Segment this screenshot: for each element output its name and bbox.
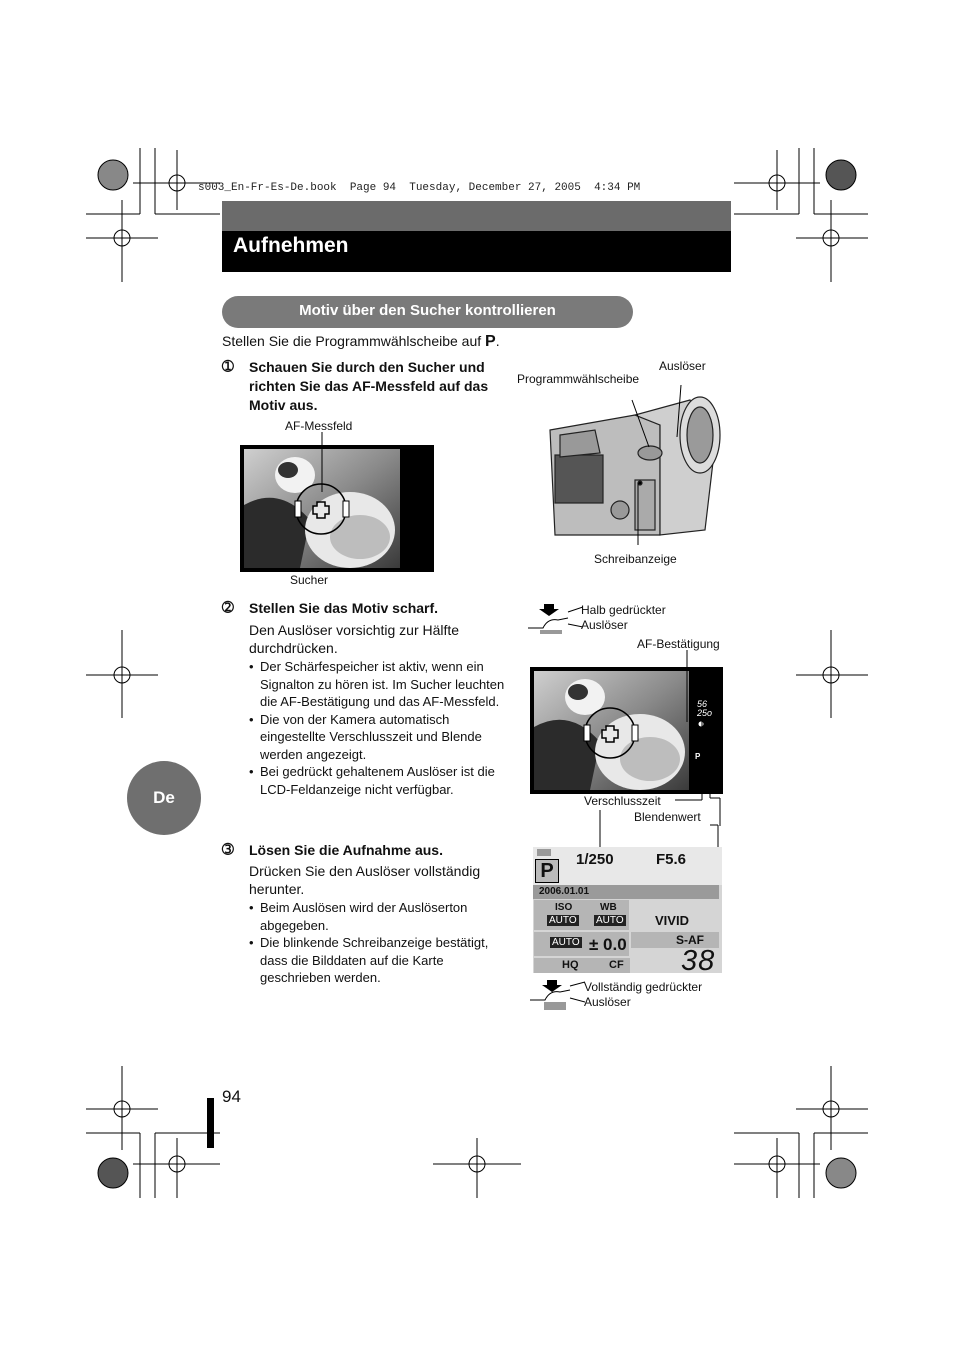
lcd-shutter: 1/250 xyxy=(576,851,614,868)
label-sucher: Sucher xyxy=(290,573,329,587)
step-2-heading: Stellen Sie das Motiv scharf. xyxy=(249,600,439,616)
af-messfeld-leader xyxy=(310,432,330,492)
lcd-aperture: F5.6 xyxy=(656,851,687,868)
step-3-text: Drücken Sie den Auslöser vollständig herunter. xyxy=(249,863,481,897)
list-item: • Die blinkende Schreibanzeige bestätigt, dass die Bilddaten auf die Karte geschrieben werden. xyxy=(249,934,509,987)
label-halb-line2: Auslöser xyxy=(581,618,628,632)
lcd-af-mode: S-AF xyxy=(676,933,704,947)
lcd-exposure-comp: ± 0.0 xyxy=(589,935,627,954)
section-title: Motiv über den Sucher kontrollieren xyxy=(222,296,633,328)
intro-text xyxy=(222,333,500,351)
label-blendenwert: Blendenwert xyxy=(634,810,701,824)
lcd-picture-mode: VIVID xyxy=(655,913,689,928)
step-2-number: ➁ xyxy=(222,599,234,615)
label-programmwaehlscheibe: Programmwählscheibe xyxy=(517,372,640,386)
step-1-heading: Schauen Sie durch den Sucher und richten Sie das AF-Messfeld auf das Motiv aus. xyxy=(249,359,489,413)
lcd-flash: AUTO xyxy=(552,937,580,948)
label-af-bestaetigung: AF-Bestätigung xyxy=(637,637,720,651)
label-halb-gedrueckt xyxy=(581,603,666,633)
page-number-bar xyxy=(207,1098,214,1148)
vf-shutter: 56 xyxy=(697,699,708,709)
page-title: Aufnehmen xyxy=(233,234,349,257)
step-2-bullets xyxy=(249,658,509,798)
book-header: s003_En-Fr-Es-De.book Page 94 Tuesday, December 27, 2005 4:34 PM xyxy=(198,182,641,194)
mode-p: P xyxy=(485,333,496,350)
full-press-icon xyxy=(530,978,585,1012)
lcd-quality: HQ xyxy=(562,959,579,971)
step-2-text: Den Auslöser vorsichtig zur Hälfte durchdrücken. xyxy=(249,622,460,656)
list-item: • Bei gedrückt gehaltenem Auslöser ist die LCD-Feldanzeige nicht verfügbar. xyxy=(249,763,509,798)
lcd-wb-label: WB xyxy=(600,902,617,913)
list-item: • Die von der Kamera automatisch eingestellte Verschlusszeit und Blende werden angezeigt. xyxy=(249,711,509,764)
step-3-bullets xyxy=(249,899,509,987)
lcd-top xyxy=(533,847,722,885)
page-number: 94 xyxy=(222,1087,241,1106)
list-item: • Beim Auslösen wird der Auslöserton abgegeben. xyxy=(249,899,509,934)
leader-lines xyxy=(660,650,722,830)
lcd-panel xyxy=(533,847,722,977)
step-3-number: ➂ xyxy=(222,841,234,857)
step-1-number: ➀ xyxy=(222,358,234,374)
language-tab: De xyxy=(127,761,201,835)
label-voll-gedrueckt xyxy=(584,980,702,1010)
half-press-icon xyxy=(528,602,583,634)
lcd-card: CF xyxy=(609,959,624,971)
lcd-wb-value: AUTO xyxy=(596,915,624,926)
step-3-heading: Lösen Sie die Aufnahme aus. xyxy=(249,842,443,858)
label-voll-line1: Vollständig gedrückter xyxy=(584,980,703,994)
lcd-mode: P xyxy=(535,859,559,883)
list-item: • Der Schärfespeicher ist aktiv, wenn ein Signalton zu hören ist. Im Sucher leuchten die AF-Bestätigung und das AF-Messfeld. xyxy=(249,658,509,711)
label-schreibanzeige: Schreibanzeige xyxy=(594,552,677,566)
lcd-iso-value: AUTO xyxy=(549,915,577,926)
vf-aperture: 25o xyxy=(697,708,713,718)
lcd-battery-icon xyxy=(537,849,551,856)
label-ausloeser: Auslöser xyxy=(659,359,706,373)
label-voll-line2: Auslöser xyxy=(584,995,631,1009)
lcd-shots-remaining: 38 xyxy=(681,945,716,977)
viewfinder-scene xyxy=(240,445,434,572)
intro-end: . xyxy=(495,333,500,349)
viewfinder-image xyxy=(240,445,434,572)
lcd-date: 2006.01.01 xyxy=(539,886,590,897)
label-verschlusszeit: Verschlusszeit xyxy=(584,794,661,808)
title-band-top xyxy=(222,201,731,232)
label-halb-line1: Halb gedrückter xyxy=(581,603,666,617)
intro-sentence: Stellen Sie die Programmwählscheibe auf xyxy=(222,333,486,349)
vf-mode: P xyxy=(695,752,701,761)
label-af-messfeld: AF-Messfeld xyxy=(285,419,353,433)
lcd-iso-label: ISO xyxy=(555,902,573,913)
camera-illustration xyxy=(540,385,730,545)
